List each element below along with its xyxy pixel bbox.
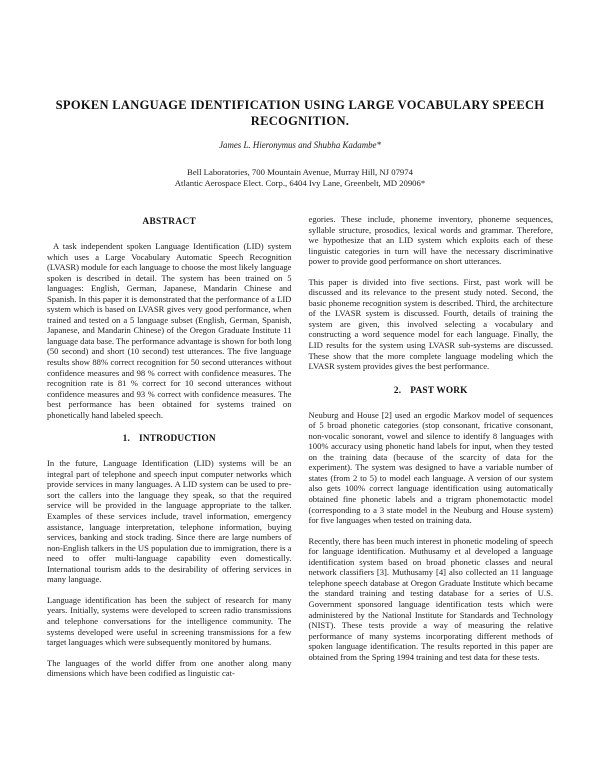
- past-work-paragraph-1: Neuburg and House [2] used an ergodic Markov model of sequences of 5 broad phonetic categories (stop consonant, fricative consonant, non-vocalic sonorant, vowel and silence to identify 8 languages with 100% accuracy using phonetic hand labels for input, when they tested on the training data (because of the scarcity of data for the experiment). The system was designed to have a variable number of states (from 2 to 5) to model each language. A version of our system also gets 100% correct language identification using automatically obtained fine phonetic labels and a trigram phonemotactic model (corresponding to a 3 state model in the Neuburg and House system) for five languages when tested on training data.: [308, 409, 553, 526]
- abstract-text: A task independent spoken Language Identification (LID) system which uses a Large Vocabulary Automatic Speech Recognition (LVASR) module for each language to choose the most likely language spoken is described in detail. The system has been trained on 5 languages: English, German, Japanese, Mandarin Chinese and Spanish. In this paper it is demonstrated that the performance of a LID system which is based on LVASR gives very good performance, when trained and tested on a 5 language subset (English, German, Spanish, Japanese, and Mandarin Chinese) of the Oregon Graduate Institute 11 language data base. The performance advantage is shown for both long (50 second) and short (10 second) test utterances. The five language results show 88% correct recognition for 50 second utterances without confidence measures and 98 % correct with confidence measures. The recognition rate is 81 % correct for 10 second utterances without confidence measures and 93 % correct with confidence measures. The best performance has been obtained for systems trained on phonetically hand labeled speech.: [47, 241, 292, 420]
- past-work-paragraph-2: Recently, there has been much interest in phonetic modeling of speech for language identification. Muthusamy et al developed a language identification system based on broad phonetic classes and neural network classifiers [3]. Muthusamy [4] also collected an 11 language telephone speech database at Oregon Graduate Institute which became the standard training and testing database for a series of U.S. Government sponsored language identification tests which were administered by the National Institute for Standards and Technology (NIST). These tests provide a way of measuring the relative performance of many systems incorporating different methods of spoken language identification. The results reported in this paper are obtained from the Spring 1994 training and test data for these tests.: [308, 535, 553, 662]
- left-column: [47, 214, 292, 689]
- two-column-body: [0, 214, 600, 689]
- section-number: 1.: [122, 434, 131, 445]
- authors-line: James L. Hieronymus and Shubha Kadambe*: [219, 140, 381, 150]
- right-column: [309, 214, 554, 689]
- intro-paragraph-4: This paper is divided into five sections. First, past work will be discussed and its relevance to the present study noted. Second, the basic phoneme recognition system is described. Third, the architecture of the LVASR system is discussed. Fourth, details of training the system are given, this involved selecting a vocabulary and constructing a word sequence model for each language. Finally, the LID results for the system using LVASR sub-systems are discussed. These show that the more complete language modeling which the LVASR system provides gives the best performance.: [308, 276, 553, 372]
- intro-paragraph-1: In the future, Language Identification (LID) systems will be an integral part of telephone and speech input computer networks which provide services in many languages. A LID system can be used to pre-sort the callers into the language they speak, so that the required service will be provided in the language appropriate to the talker. Examples of these services include, travel information, emergency assistance, language interpretation, telephone information, buying services, banking and stock trading. Since there are large numbers of non-English talkers in the US population due to immigration, there is a need to offer multi-language capability even domestically. International tourism adds to the desirability of offering services in many language.: [47, 458, 292, 585]
- affiliation-line-2: Atlantic Aerospace Elect. Corp., 6404 Ivy Lane, Greenbelt, MD 20906*: [174, 177, 426, 188]
- paper-title: SPOKEN LANGUAGE IDENTIFICATION USING LARGE VOCABULARY SPEECH RECOGNITION.: [55, 98, 545, 128]
- abstract-heading: ABSTRACT: [142, 217, 197, 227]
- affiliation-line-1: Bell Laboratories, 700 Mountain Avenue, Murray Hill, NJ 07974: [187, 167, 413, 177]
- section-title: INTRODUCTION: [139, 434, 216, 445]
- intro-paragraph-3-left: The languages of the world differ from one another along many dimensions which have been codified as linguistic cat-: [47, 657, 292, 679]
- intro-paragraph-2: Language identification has been the subject of research for many years. Initially, systems were developed to screen radio transmissions and telephone conversations for the intelligence community. The systems developed were useful in screening transmissions for a few target languages which were subsequently monitored by humans.: [47, 594, 292, 648]
- section-heading-introduction: [47, 434, 292, 445]
- section-number: 2.: [393, 385, 402, 396]
- affiliation-block: [0, 167, 600, 188]
- section-title: PAST WORK: [410, 385, 468, 396]
- section-heading-past-work: [309, 386, 554, 397]
- intro-paragraph-3-continued: egories. These include, phoneme inventory, phoneme sequences, syllable structure, prosodics, lexical words and grammar. Therefore, we hypothesize that an LID system which exploits each of these linguistic categories in turn will have the necessary discriminative power to provide good performance on short utterances.: [308, 214, 553, 267]
